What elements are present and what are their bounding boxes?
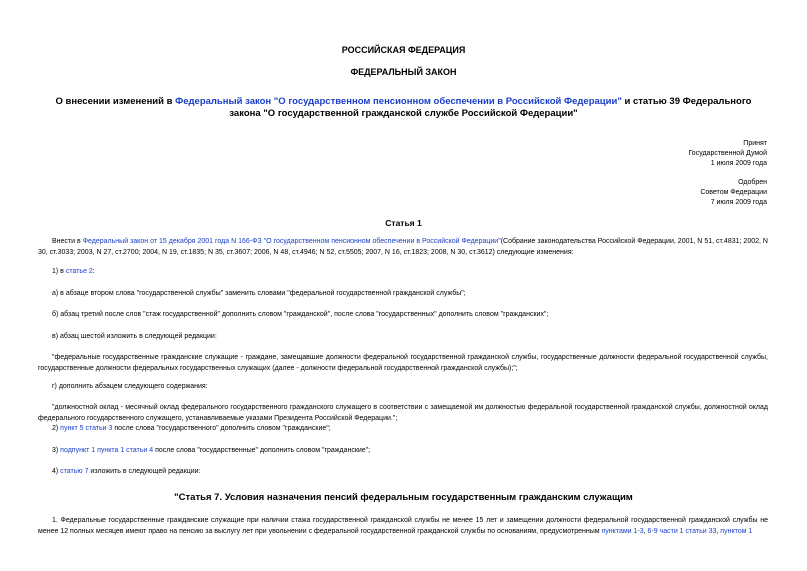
law-type-heading: ФЕДЕРАЛЬНЫЙ ЗАКОН (350, 67, 457, 77)
law-title-prefix: О внесении изменений в (55, 96, 176, 107)
accepted-block (567, 139, 767, 169)
article-7-paragraph-1 (38, 515, 768, 537)
country-heading: РОССИЙСКАЯ ФЕДЕРАЦИЯ (341, 45, 466, 55)
law-title-link[interactable]: Федеральный закон "О государственном пенсионном обеспечении в Российской Федерации" (175, 96, 622, 107)
item-v: в) абзац шестой изложить в следующей редакции: (52, 333, 217, 340)
art7-link-items-1-3[interactable]: пунктами 1-3 (601, 528, 644, 535)
item-2-prefix: 2) (52, 425, 61, 432)
item-a: а) в абзаце втором слова "государственной службы" заменить словами "федеральной государственной гражданской службы"; (52, 290, 466, 297)
art7-sep-2: , (716, 528, 721, 535)
item-4-suffix: изложить в следующей редакции: (88, 468, 201, 475)
item-4-prefix: 4) (52, 468, 61, 475)
art7-link-article-33[interactable]: 6-9 части 1 статьи 33 (647, 528, 717, 535)
approved-by: Советом Федерации (700, 189, 767, 196)
item-4 (38, 466, 768, 477)
item-3 (38, 445, 768, 456)
item-2 (38, 423, 768, 434)
art7-sep-1: , (643, 528, 648, 535)
item-3-suffix: после слова "государственные" дополнить словом "гражданские"; (153, 447, 371, 454)
item-3-link[interactable]: подпункт 1 пункта 1 статьи 4 (60, 447, 154, 454)
approved-label: Одобрен (738, 179, 767, 186)
intro-suffix: (Собрание законодательства Российской Федерации, 2001, N 51, ст.4831; 2002, N 30, ст.3033; 2003, N 27, ст.2700; 2004, N 19, ст.1835; N 35, ст.3607; 2006, N 48, ст.4946; N 52, ст.5505; 2007, N 16, ст.1823; 2008, N 30, ст.3612) следующие изменения: (38, 238, 768, 256)
article-7-heading: "Статья 7. Условия назначения пенсий федеральным государственным гражданским служащим (174, 492, 633, 503)
quote-2: "должностной оклад - месячный оклад федерального государственного гражданского служащего в соответствии с замещаемой им должностью федеральной государственной гражданской службы, должностной оклад федерального государственного служащего, устанавливаемые указами Президента Российской Федерации."; (38, 404, 768, 422)
item-3-prefix: 3) (52, 447, 61, 454)
quote-1: "федеральные государственные гражданские служащие - граждане, замещавшие должности федеральной государственной гражданской службы, государственные должности федеральной государственной службы, государственные должности федеральных государственных служащих (далее - должности федеральной государственной гражданской службы);"; (38, 354, 768, 372)
law-title (50, 96, 757, 120)
item-g: г) дополнить абзацем следующего содержания: (52, 383, 208, 390)
approved-date: 7 июля 2009 года (710, 199, 767, 206)
article-1-heading: Статья 1 (385, 218, 422, 228)
intro-prefix: Внести в (52, 238, 83, 245)
accepted-label: Принят (743, 140, 767, 147)
approved-block (567, 178, 767, 208)
item-1-prefix: 1) в (52, 268, 66, 275)
item-1-suffix: : (92, 268, 95, 275)
item-1-link[interactable]: статье 2 (65, 268, 93, 275)
article-1-intro (38, 236, 768, 258)
item-2-suffix: после слова "государственного" дополнить словом "гражданские"; (112, 425, 331, 432)
art7-link-item-1[interactable]: пунктом 1 (720, 528, 753, 535)
accepted-date: 1 июля 2009 года (710, 160, 767, 167)
item-4-link[interactable]: статью 7 (60, 468, 89, 475)
accepted-by: Государственной Думой (688, 150, 767, 157)
item-1 (38, 266, 768, 277)
item-2-link[interactable]: пункт 5 статьи 3 (60, 425, 113, 432)
law-title-suffix: и статью 39 Федерального закона "О государственной гражданской службе Российской Федерации" (229, 96, 752, 119)
item-b: б) абзац третий после слов "стаж государственной" дополнить словом "гражданской", после слова "государственных" дополнить словом "гражданских"; (52, 311, 549, 318)
intro-law-link[interactable]: Федеральный закон от 15 декабря 2001 года N 166-ФЗ (82, 238, 262, 245)
art7-para-prefix: 1. Федеральные государственные гражданские служащие при наличии стажа государственной гражданской службы не менее 15 лет и замещении должности федеральной государственной гражданской службы не менее 12 полных месяцев имеют право на пенсию за выслугу лет при увольнении с федеральной государственной гражданской службы по основаниям, предусмотренным (38, 517, 768, 535)
intro-law-title-link[interactable]: "О государственном пенсионном обеспечении в Российской Федерации" (263, 238, 501, 245)
